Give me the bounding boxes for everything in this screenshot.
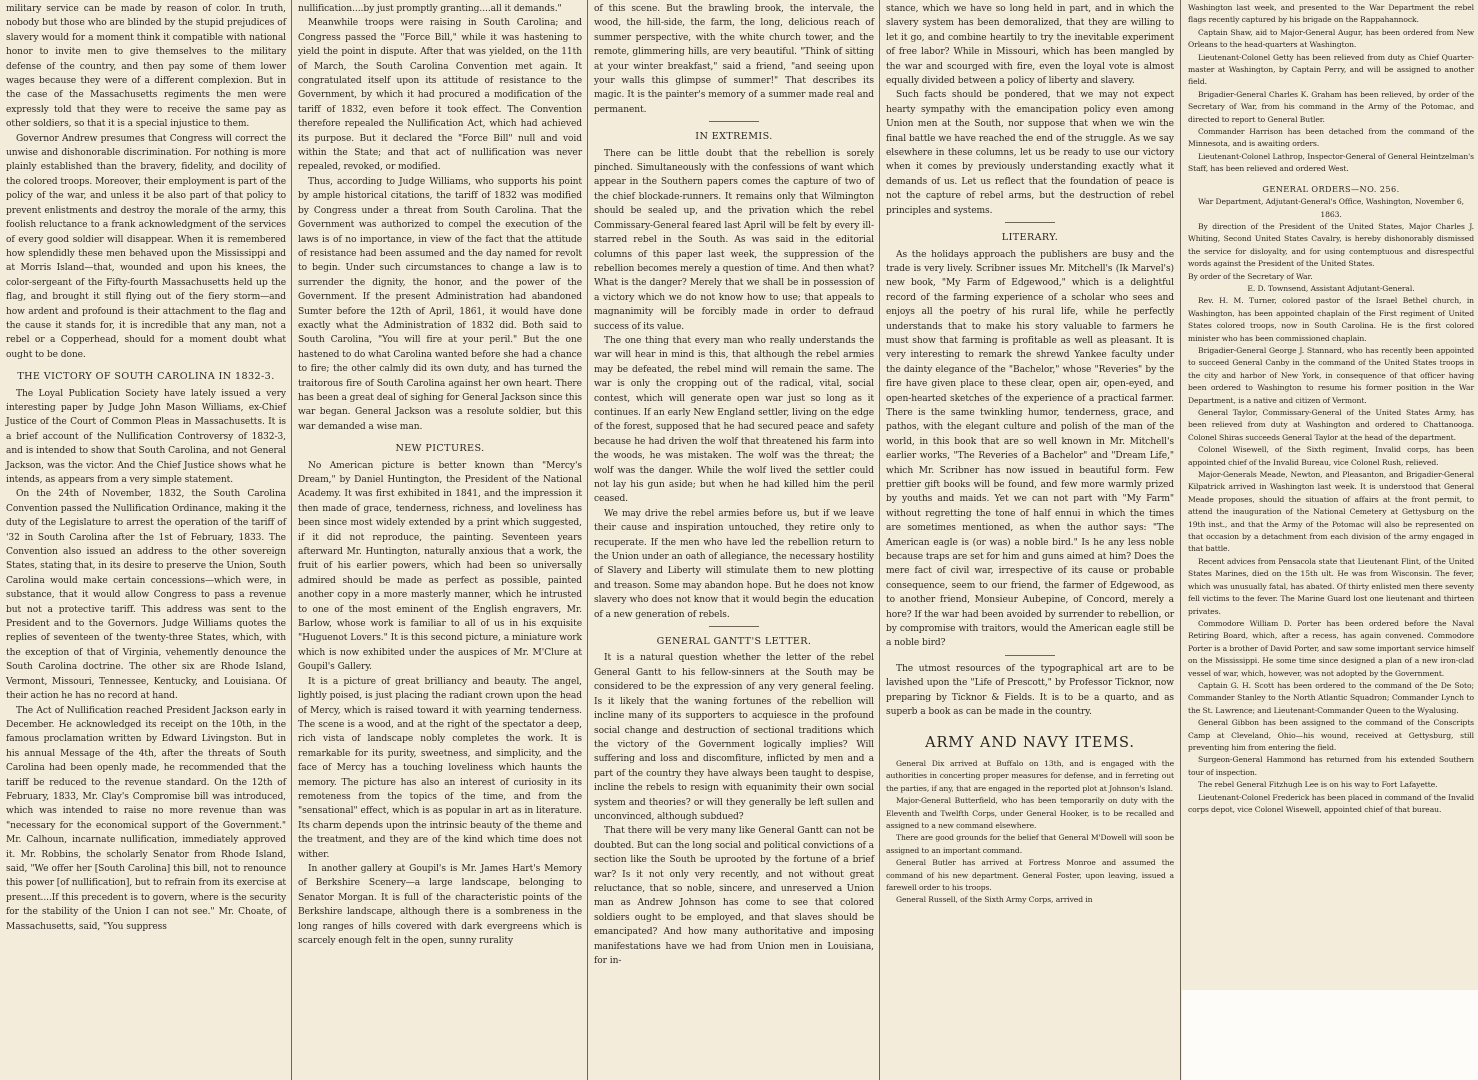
article-paragraph: General Dix arrived at Buffalo on 13th, and is engaged with the authorities in concerting proper measures for defense, and in ferreting out the parties, if any, that are engaged in the reported plot at Johnson's Island. xyxy=(886,758,1174,793)
article-paragraph: The utmost resources of the typographical art are to be lavished upon the "Life of Prescott," by Professor Ticknor, now preparing by Ticknor & Fields. It is to be a quarto, and as superb a book as can be made in the country. xyxy=(886,663,1174,718)
blank-margin xyxy=(1182,990,1478,1080)
article-paragraph: Lieutenant-Colonel Frederick has been placed in command of the Invalid corps depot, vice Colonel Wisewell, appointed chief of that bureau. xyxy=(1188,792,1474,814)
article-paragraph: On the 24th of November, 1832, the South Carolina Convention passed the Nullification Ordinance, making it the duty of the Legislature to arrest the operation of the tariff of '32 in South Carolina after the 1st of February, 1833. The Convention also issued an address to the other sovereign States, stating that, in its desire to preserve the Union, South Carolina would make certain concessions—which were, in substance, that it would allow Congress to pass a revenue but not a protective tariff. This address was sent to the President and to the Governors. Judge Williams quotes the replies of seventeen of the twenty-three States, which, with the exception of that of Virginia, vehemently denounce the South Carolina doctrine. The other six are Rhode Island, Vermont, Missouri, Tennessee, Kentucky, and Louisiana. Of their action he has no record at hand. xyxy=(6,489,286,702)
article-paragraph: We may drive the rebel armies before us, but if we leave their cause and inspiration untouched, they retire only to recuperate. If the men who have led the rebellion return to the Union under an oath of allegiance, the necessary hostility of Slavery and Liberty will stimulate them to new plotting and treason. Some may abandon hope. But he does not know slavery who does not know that it would begin the education of a new generation of rebels. xyxy=(594,508,874,620)
article-paragraph: military service can be made by reason of color. In truth, nobody but those who are blinded by the stupid prejudices of slavery would for a moment think it compatible with national honor to invite men to give themselves to the military defense of the country, and then pay some of them lower wages because they were of a different complexion. But in the case of the Massachusetts regiments the men were expressly told that they were to receive the same pay as other soldiers, so that it is a special injustice to them. xyxy=(6,4,286,130)
article-paragraph: Major-General Butterfield, who has been temporarily on duty with the Eleventh and Twelfth Corps, under General Hooker, is to be recalled and assigned to a new command elsewhere. xyxy=(886,796,1174,830)
section-heading: GENERAL ORDERS—NO. 256. xyxy=(1262,183,1400,194)
article-paragraph: Thus, according to Judge Williams, who supports his point by ample historical citations, the tariff of 1832 was modified by Congress under a threat from South Carolina. That the Government was authorized to compel the execution of the laws is of no importance, in view of the fact that the attitude of resistance had been assumed and the day named for revolt to begin. Under such circumstances to change a law is to surrender the dignity, the honor, and the power of the Government. If the present Administration had abandoned Sumter before the 12th of April, 1861, it would have done exactly what the Administration of 1832 did. Both said to South Carolina, "You will fire at your peril." But the one hastened to do what Carolina wanted before she had a chance to fire; the other calmly did its own duty, and has turned the traitorous fire of South Carolina against her own heart. There has been a great deal of sighing for General Jackson since this war began. General Jackson was a resolute soldier, but this war demanded a wise man. xyxy=(298,176,582,432)
article-paragraph: General Butler has arrived at Fortress Monroe and assumed the command of his new department. General Foster, upon leaving, issued a farewell order to his troops. xyxy=(886,858,1174,892)
article-paragraph: Brigadier-General Charles K. Graham has been relieved, by order of the Secretary of War, from his command in the Army of the Potomac, and directed to report to General Butler. xyxy=(1188,89,1474,124)
article-paragraph: By direction of the President of the United States, Major Charles J. Whiting, Second United States Cavalry, is hereby dishonorably dismissed the service for disloyalty, and for using contemptuous and disrespectful words against the President of the United States. xyxy=(1188,221,1474,269)
article-paragraph: Meanwhile troops were raising in South Carolina; and Congress passed the "Force Bill," while it was hastening to yield the point in dispute. After that was yielded, on the 11th of March, the South Carolina Convention met again. It congratulated itself upon its attitude of resistance to the Government, by which it had procured a modification of the tariff of 1832, even before it took effect. The Convention therefore repealed the Nullification Act, which had achieved its purpose. But it declared the "Force Bill" null and void within the State; and that act of nullification was never repealed, revoked, or modified. xyxy=(298,18,582,173)
column-4 xyxy=(880,0,1178,1080)
article-paragraph: Brigadier-General George J. Stannard, who has recently been appointed to succeed General Canby in the command of the United States troops in the city and harbor of New York, in consequence of that officer having been ordered to Washington to resume his former position in the War Department, is a native and citizen of Vermont. xyxy=(1188,345,1474,405)
section-heading: GENERAL GANTT'S LETTER. xyxy=(656,636,812,648)
article-paragraph: stance, which we have so long held in part, and in which the slavery system has been demoralized, that they are willing to let it go, and combine heartily to try the inevitable experiment of free labor? While in Missouri, which has been mangled by the war and scourged with fire, even the loyal vote is almost equally divided between a policy of liberty and slavery. xyxy=(886,4,1174,87)
column-1 xyxy=(0,0,290,1080)
article-paragraph: General Taylor, Commissary-General of the United States Army, has been relieved from duty at Washington and ordered to Chattanooga. Colonel Shiras succeeds General Taylor at the head of the department. xyxy=(1188,408,1474,442)
article-paragraph: General Russell, of the Sixth Army Corps, arrived in xyxy=(896,895,1093,905)
article-paragraph: Lieutenant-Colonel Lathrop, Inspector-General of General Heintzelman's Staff, has been relieved and ordered West. xyxy=(1188,151,1474,174)
section-heading: THE VICTORY OF SOUTH CAROLINA IN 1832-3. xyxy=(17,371,275,383)
article-paragraph: That there will be very many like General Gantt can not be doubted. But can the long social and political convictions of a section like the South be uprooted by the fortune of a brief war? Is it not only very recently, and not without great reluctance, that so noble, sincere, and unreserved a Union man as Andrew Johnson has come to see that colored soldiers ought to be employed, and that slaves should be emancipated? And how many authoritative and imposing manifestations have we had from Union men in Louisiana, for in- xyxy=(594,826,874,966)
article-paragraph: War Department, Adjutant-General's Office, Washington, November 6, 1863. xyxy=(1198,197,1464,219)
article-paragraph: Captain Shaw, aid to Major-General Augur, has been ordered from New Orleans to the head-quarters at Washington. xyxy=(1188,27,1474,50)
article-paragraph: The one thing that every man who really understands the war will hear in mind is this, that although the rebel armies may be defeated, the rebel mind will remain the same. The war is only the cropping out of the radical, vital, social contest, which will generate open war just so long as it continues. If an early New England settler, living on the edge of the forest, supposed that he had secured peace and safety because he had driven the wolf that threatened his farm into the woods, he was mistaken. The wolf was the threat; the wolf was the danger. While the wolf lived the settler could not lay his gun aside; but when he had killed him the peril ceased. xyxy=(594,335,874,505)
article-paragraph: In another gallery at Goupil's is Mr. James Hart's Memory of Berkshire Scenery—a large landscape, belonging to Senator Morgan. It is full of the characteristic points of the Berkshire landscape, although there is a sombreness in the long ranges of hills covered with dark evergreens which is scarcely enough felt in the open, sunny rurality xyxy=(298,863,582,946)
article-paragraph: Rev. H. M. Turner, colored pastor of the Israel Bethel church, in Washington, has been appointed chaplain of the First regiment of United States colored troops, now in South Carolina. He is the first colored minister who has been commissioned chaplain. xyxy=(1188,296,1474,343)
section-heading: LITERARY. xyxy=(1001,232,1059,244)
section-divider xyxy=(709,121,759,122)
column-rule xyxy=(1180,0,1181,1080)
section-heading: IN EXTREMIS. xyxy=(695,131,773,143)
article-paragraph: The Act of Nullification reached President Jackson early in December. He acknowledged its receipt on the 10th, in the famous proclamation written by Edward Livingston. But in his annual Message of the 4th, after the threats of South Carolina had been openly made, he recommended that the tariff be reduced to the revenue standard. On the 12th of February, 1833, Mr. Clay's Compromise bill was introduced, which was intended to raise no more revenue than was "necessary for the economical support of the Government." Mr. Calhoun, incarnate nullification, immediately approved it. Mr. Robbins, the scholarly Senator from Rhode Island, said, "We offer her [South Carolina] this bill, not to renounce this power [of nullification], but to refrain from its exercise at present....If this precedent is to govern, where is the security for the stability of the Union I can not see." Mr. Choate, of Massachusetts, said, "You suppress xyxy=(6,705,286,932)
section-divider xyxy=(709,626,759,627)
section-divider xyxy=(1005,655,1055,656)
section-divider xyxy=(1005,222,1055,223)
article-paragraph: Lieutenant-Colonel Getty has been relieved from duty as Chief Quarter-master at Washington, by Captain Perry, and will be assigned to another field. xyxy=(1188,52,1474,87)
article-paragraph: Such facts should be pondered, that we may not expect hearty sympathy with the emancipation policy even among Union men at the South, nor suppose that when we win the final battle we have reached the end of the struggle. As we say elsewhere in these columns, let us be ready to use our victory when it comes by previously understanding exactly what it demands of us. Let us reflect that the foundation of peace is not the capture of rebel arms, but the destruction of rebel principles and systems. xyxy=(886,90,1174,216)
article-paragraph: The rebel General Fitzhugh Lee is on his way to Fort Lafayette. xyxy=(1198,780,1438,790)
article-paragraph: nullification....by just promptly granting....all it demands." xyxy=(298,4,562,14)
article-paragraph: General Gibbon has been assigned to the command of the Conscripts Camp at Cleveland, Ohio—his wound, received at Gettysburg, still preventing him from entering the field. xyxy=(1188,718,1474,752)
article-paragraph: By order of the Secretary of War. xyxy=(1188,271,1313,281)
article-paragraph: Commander Harrison has been detached from the command of the Minnesota, and is awaiting orders. xyxy=(1188,127,1474,149)
section-heading: NEW PICTURES. xyxy=(395,443,485,455)
article-paragraph: No American picture is better known than "Mercy's Dream," by Daniel Huntington, the President of the National Academy. It was first exhibited in 1841, and the impression it then made of grace, tenderness, richness, and loveliness has been since most widely extended by a print which suggested, if it did not reproduce, the painting. Seventeen years afterward Mr. Huntington, naturally anxious that a work, the fruit of his earlier powers, which had been so universally admired should be made as perfect as possible, painted another copy in a more masterly manner, which he intrusted to one of the most eminent of the English engravers, Mr. Barlow, whose work is familiar to all of us in his exquisite "Huguenot Lovers." It is this second picture, a miniature work which is now exhibited under the auspices of Mr. M'Clure at Goupil's Gallery. xyxy=(298,460,582,673)
article-paragraph: There can be little doubt that the rebellion is sorely pinched. Simultaneously with the confessions of want which appear in the Southern papers comes the capture of two of the chief blockade-runners. It remains only that Wilmington should be sealed up, and the privation which the rebel Commissary-General feared last April will be felt by every ill-starred rebel in the South. As was said in the editorial columns of this paper last week, the suppression of the rebellion becomes merely a question of time. And then what? What is the danger? Merely that we shall be in possession of a victory which we do not know how to use; that appeals to magnanimity will be forcibly made in order to defraud success of its value. xyxy=(594,148,874,332)
article-paragraph: Governor Andrew presumes that Congress will correct the unwise and dishonorable discrimination. For nothing is more plainly established than the bravery, fidelity, and docility of the colored troops. Moreover, their employment is part of the policy of the war, and unless it be also part of that policy to prevent enlistments and destroy the morale of the army, this foolish reluctance to a frank acknowledgment of the services of every good soldier will disappear. When it is remembered how splendidly these men behaved upon the Mississippi and at Morris Island—that, wounded and upon his knees, the color-sergeant of the Fifty-fourth Massachusetts held up the flag, and brought it still flying out of the fiery storm—and how ardent and profound is their attachment to the flag and the cause it stands for, it is incredible that any man, not a rebel or a Copperhead, should for a moment doubt what ought to be done. xyxy=(6,133,286,360)
article-paragraph: Washington last week, and presented to the War Department the rebel flags recently captured by his brigade on the Rappahannock. xyxy=(1188,3,1474,25)
article-paragraph: The Loyal Publication Society have lately issued a very interesting paper by Judge John Mason Williams, ex-Chief Justice of the Court of Common Pleas in Massachusetts. It is a brief account of the Nullification Controversy of 1832-3, and is intended to show that South Carolina, and not General Jackson, was the victor. And the Chief Justice shows what he intends, as appears from a very simple statement. xyxy=(6,388,286,485)
article-paragraph: Surgeon-General Hammond has returned from his extended Southern tour of inspection. xyxy=(1188,755,1474,777)
article-paragraph: Colonel Wisewell, of the Sixth regiment, Invalid corps, has been appointed chief of the Invalid Bureau, vice Colonel Rush, relieved. xyxy=(1188,445,1474,467)
article-paragraph: It is a natural question whether the letter of the rebel General Gantt to his fellow-sinners at the South may be considered to be the expression of any very general feeling. Is it likely that the waning fortunes of the rebellion will incline many of its supporters to acquiesce in the profound social change and destruction of sectional traditions which the victory of the Government logically implies? Will suffering and loss and discomfiture, inflicted by men and a part of the country they have always been taught to despise, incline the rebels to resign with equanimity their own social system and theories? or will they generally be left sullen and unconvinced, although subdued? xyxy=(594,653,874,822)
article-paragraph: There are good grounds for the belief that General M'Dowell will soon be assigned to an important command. xyxy=(886,833,1174,855)
article-paragraph: It is a picture of great brilliancy and beauty. The angel, lightly poised, is just placing the radiant crown upon the head of Mercy, which is raised toward it with yearning tenderness. The scene is a wood, and at the right of the spectator a deep, rich vista of landscape nobly completes the work. It is remarkable for its purity, sweetness, and simplicity, and the face of Mercy has a touching loveliness which haunts the memory. The picture has also an interest of curiosity in its remoteness from the topics of the time, and from the "sensational" effect, which is as popular in art as in literature. Its charm depends upon the intrinsic beauty of the theme and the treatment, and they are of the kind which time does not wither. xyxy=(298,676,582,860)
column-3 xyxy=(588,0,878,1080)
section-heading: ARMY AND NAVY ITEMS. xyxy=(925,734,1135,751)
article-paragraph: Commodore William D. Porter has been ordered before the Naval Retiring Board, which, after a recess, has again convened. Commodore Porter is a brother of David Porter, and saw some important service himself on the Mississippi. He some time since designed a plan of a new iron-clad vessel of war, which, however, was not adopted by the Government. xyxy=(1188,618,1474,678)
article-paragraph: E. D. Townsend, Assistant Adjutant-General. xyxy=(1247,283,1415,293)
article-paragraph: of this scene. But the brawling brook, the intervale, the wood, the hill-side, the farm, the long, delicious reach of summer perspective, with the white church tower, and the remote, glimmering hills, are very beautiful. "Think of sitting at your winter breakfast," said a friend, "and seeing upon your walls this glimpse of summer!" That describes its magic. It is the painter's memory of a summer made real and permanent. xyxy=(594,4,874,115)
article-paragraph: Recent advices from Pensacola state that Lieutenant Flint, of the United States Marines, died on the 15th ult. He was from Wisconsin. The fever, which was unusually fatal, has abated. Of thirty enlisted men there seventy fell victims to the fever. The Marine Guard lost one lieutenant and thirteen privates. xyxy=(1188,556,1474,616)
article-paragraph: As the holidays approach the publishers are busy and the trade is very lively. Scribner issues Mr. Mitchell's (Ik Marvel's) new book, "My Farm of Edgewood," which is a delightful record of the farming experience of a scholar who sees and enjoys all the poetry of his rural life, while he perfectly understands that to make his story valuable to farmers he must show that farming is profitable as well as pleasant. It is very interesting to remark the shrewd Yankee faculty under the dainty elegance of the "Bachelor," whose "Reveries" by the fire have given place to these clear, open air, open-eyed, and open-hearted sketches of the experience of a practical farmer. There is the same twinkling humor, tenderness, grace, and pathos, with the elegant culture and polish of the man of the world, in this book that are so well known in Mr. Mitchell's earlier works, "The Reveries of a Bachelor" and "Dream Life," which Mr. Scribner has now issued in beautiful form. Few prettier gift books will be found, and few more warmly prized by youths and maids. Yet we can not part with "My Farm" without regretting the tone of half ennui in which the times are sometimes mentioned, as when the author says: "The American eagle is (or was) a noble bird." Is he any less noble because traps are set for him and guns aimed at him? Does the mere fact of civil war, irrespective of its cause or probable consequence, seem to our friend, the farmer of Edgewood, as to another friend, Monsieur Aubepine, of Concord, merely a hore? If the war had been avoided by surrender to rebellion, or by compromise with traitors, would the American eagle still be a noble bird? xyxy=(886,249,1174,649)
article-paragraph: Captain G. H. Scott has been ordered to the command of the De Soto; Commander Stanley to the North Atlantic Squadron; Commander Lynch to the St. Lawrence; and Lieutenant-Commander Queen to the Wyalusing. xyxy=(1188,680,1474,715)
article-paragraph: Major-Generals Meade, Newton, and Pleasanton, and Brigadier-General Kilpatrick arrived in Washington last week. It is understood that General Meade proposes, should the situation of affairs at the front permit, to attend the inauguration of the National Cemetery at Gettysburg on the 19th inst., and that the Army of the Potomac will also be represented on that occasion by a detachment from each division of the army engaged in that battle. xyxy=(1188,470,1474,554)
column-2 xyxy=(292,0,586,1080)
column-5 xyxy=(1182,0,1478,990)
